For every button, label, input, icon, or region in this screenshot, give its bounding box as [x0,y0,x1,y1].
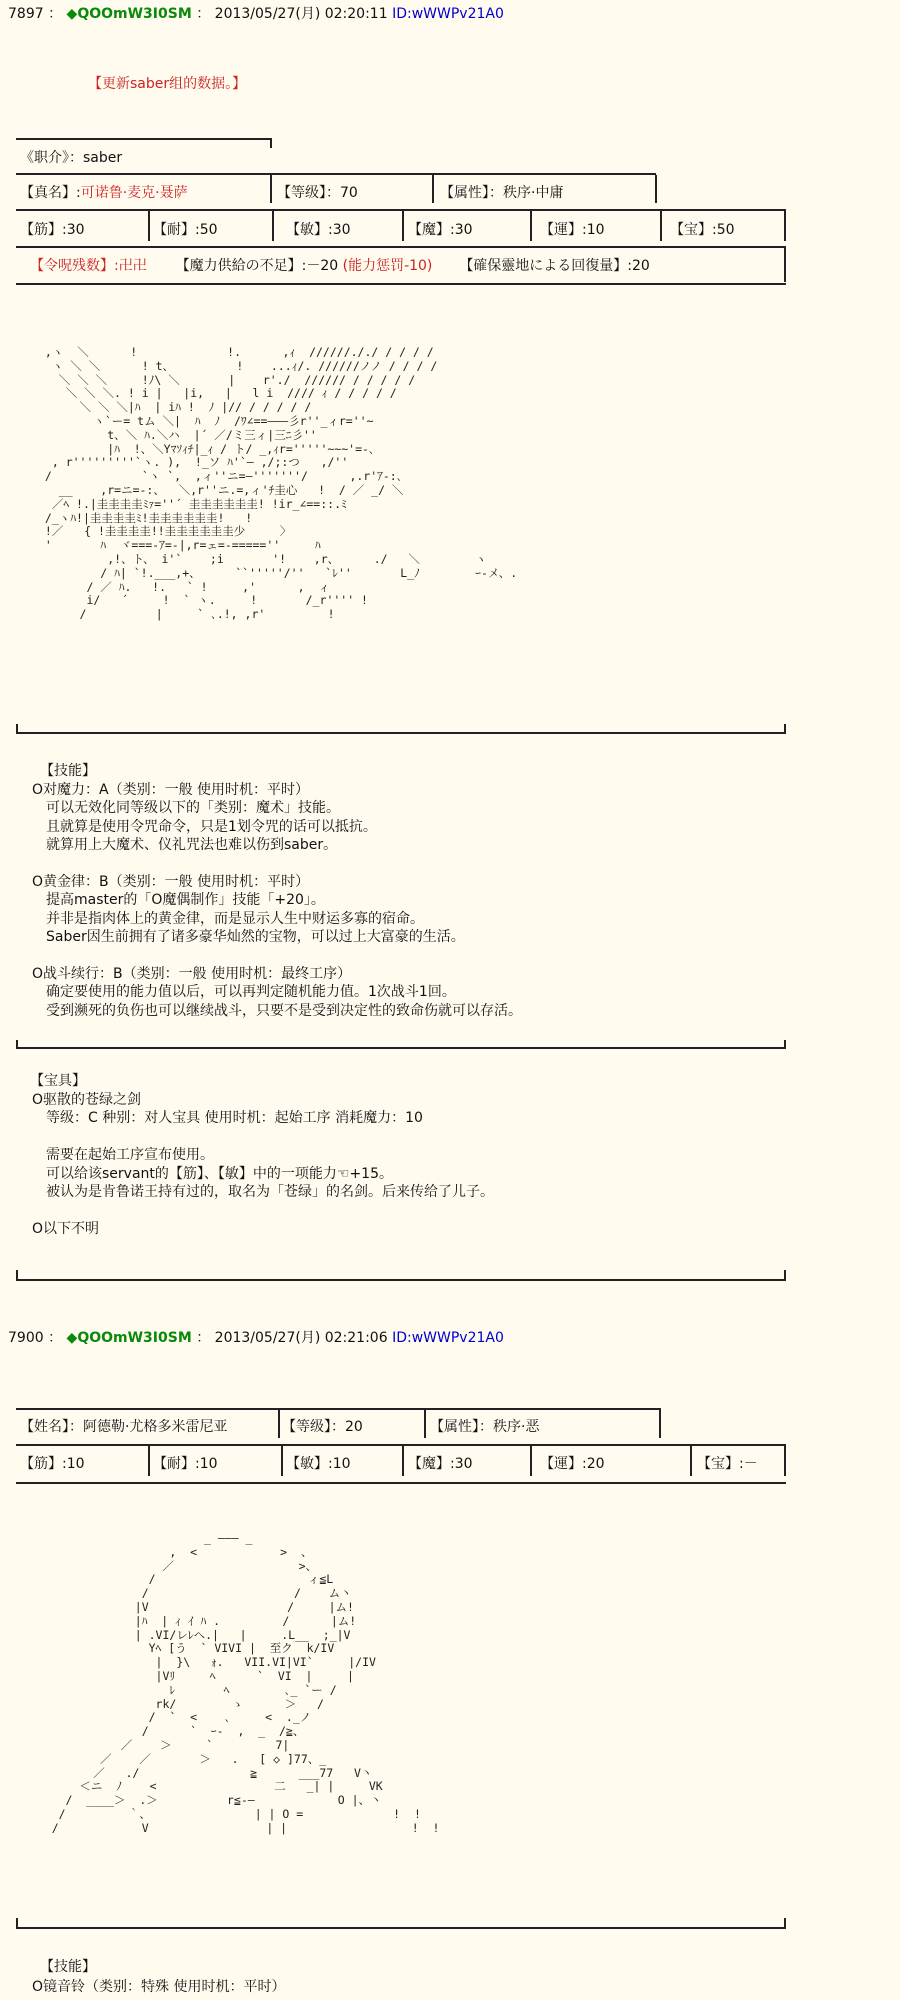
np-line: 被认为是肯鲁诺王持有过的，取名为「苍绿」的名剑。后来传给了儿子。 [46,1183,494,1200]
resource-row [30,257,650,275]
table-border [784,248,786,282]
poster-name: ◆QOOmW3I0SM [66,6,192,22]
table-border [16,246,786,248]
skill-line: 并非是指肉体上的黄金律，而是显示人生中财运多寡的宿命。 [46,910,424,927]
skills-title: 【技能】 [40,763,96,779]
attribute: 【属性】：秩序·中庸 [440,185,564,201]
table-border [660,211,662,241]
table-border [16,1918,18,1929]
true-name-value: 可诺鲁·麦克·聂萨 [80,185,188,201]
table-border [148,1446,150,1476]
table-border [784,1446,786,1476]
attribute: 【属性】：秩序·恶 [430,1419,540,1435]
table-border [424,1410,426,1438]
poster-id: ID:wWWPv21A0 [392,6,504,22]
stat-end: 【耐】:10 [153,1456,218,1472]
post-separator: ： [48,6,63,22]
np-line: 需要在起始工序宣布使用。 [46,1147,214,1164]
np-line [32,1201,494,1219]
table-border [16,724,18,734]
command-seals: 【令呪残数】:卍卍 [30,258,147,274]
table-border [16,173,656,175]
np-line: 等级：C 种别：对人宝具 使用时机：起始工序 消耗魔力：10 [46,1110,423,1127]
post-date: 2013/05/27(月) 02:20:11 [214,6,388,22]
skill-line: 就算用上大魔术、仪礼咒法也难以伤到saber。 [46,837,338,854]
table-border [16,1040,18,1049]
table-border [530,1446,532,1476]
level: 【等级】：70 [277,185,358,201]
table-border [16,1482,786,1484]
servant-name: 【姓名】：阿德勒·尤格多米雷尼亚 [20,1419,228,1435]
skill-line: 且就算是使用令咒命令，只是1划令咒的话可以抵抗。 [46,818,377,835]
table-border [16,1408,661,1410]
class-label: 《职介》：saber [20,150,123,166]
skill-line: 可以无效化同等级以下的「类别：魔术」技能。 [46,800,340,817]
skill-line: 受到濒死的负伤也可以继续战斗，只要不是受到决定性的致命伤就可以存活。 [46,1002,522,1019]
section-divider [16,732,786,734]
table-border [690,1446,692,1476]
stat-mag: 【魔】:30 [408,222,473,238]
table-border [16,1444,786,1446]
stat-end: 【耐】:50 [153,222,218,238]
post-separator: ： [48,1330,63,1346]
stat-mag: 【魔】:30 [408,1456,473,1472]
level: 【等级】：20 [282,1419,363,1435]
stat-luk: 【運】:10 [540,222,605,238]
skill-line: O对魔力：A（类别：一般 使用时机：平时） [32,782,310,798]
table-border [16,138,272,140]
table-border [784,1918,786,1929]
skill-line: O镜音铃（类别：特殊 使用时机：平时） [32,1979,286,1995]
update-note: 【更新saber组的数据。】 [88,76,247,92]
table-border [784,1270,786,1281]
table-border [281,1446,283,1476]
table-border [402,1446,404,1476]
table-border [16,209,786,211]
skill-line [32,947,522,965]
table-border [655,175,657,203]
stat-luk: 【運】:20 [540,1456,605,1472]
table-border [530,211,532,241]
post-separator: ： [196,1330,211,1346]
post-number: 7897 [8,6,44,22]
np-title: 【宝具】 [30,1073,86,1089]
section-divider [16,1047,786,1049]
mana-penalty: (能力惩罚-10) [342,258,433,274]
np-line: O驱散的苍绿之剑 [32,1092,142,1108]
poster-id: ID:wWWPv21A0 [392,1330,504,1346]
table-border [278,1410,280,1438]
table-border [402,211,404,241]
np-list [32,1091,494,1238]
skill-line: O黄金律：B（类别：一般 使用时机：平时） [32,873,310,890]
skill-line: O战斗续行：B（类别：一般 使用时机：最终工序） [32,965,352,982]
skill-line: Saber因生前拥有了诸多豪华灿然的宝物，可以过上大富豪的生活。 [46,929,465,946]
true-name [20,184,188,202]
table-border [432,175,434,203]
stat-str: 【筋】:30 [20,222,85,238]
spirit-recovery: 【確保靈地による回復量】:20 [459,258,650,274]
np-line: 可以给该servant的【筋】、【敏】中的一项能力☜+15。 [46,1165,393,1182]
table-border [148,211,150,241]
skill-line: 提高master的「O魔偶制作」技能「+20」。 [46,892,325,909]
post-header [8,5,504,23]
post-date: 2013/05/27(月) 02:21:06 [214,1330,388,1346]
section-divider [16,1927,786,1929]
section-divider [16,1279,786,1281]
table-border [270,175,272,203]
table-border [784,724,786,734]
skills-title: 【技能】 [40,1959,96,1975]
mana-shortage: 【魔力供給の不足】:－20 [175,258,343,274]
np-line: O以下不明 [32,1220,100,1237]
stat-np: 【宝】:－ [697,1456,758,1472]
post-header [8,1329,504,1347]
table-border [270,138,272,148]
stat-str: 【筋】:10 [20,1456,85,1472]
table-border [272,211,274,241]
adler-ascii-art: _ ――― _ , < > 、 ／ >、 / ィ≦L / / ム丶 |V / |ム! |ﾊ | ｨ ｲ ﾊ . / |ム! | .VI/レﾚヘ.| | .L__ ;_|V Yﾍ [う ` VIVI | 至ク k/IV | }\ ｫ. VII.VI|VI` |/IV |Vﾘ ﾍ ` VI | | ﾚ ﾍ ､_ `ー / rk/ ゝ ＞ / / ` < ､ < ._ノ / ` ｰ- , _ /≧、 ／ ＞ ` 7| ／ ／ ＞ . [ ◇ ]77、_ ／ ./ ≧ ___77 V丶 ＜ニ ﾉ < 二 _| | VK / ____＞ .＞ r≦-― O |、丶 / ｀、 | | O = ! ! / V | | ! ! [51,1531,440,1835]
skills-list [32,781,522,1020]
table-border [784,211,786,241]
stat-agi: 【敏】:30 [286,222,351,238]
saber-ascii-art: ,ヽ ＼ ! !. ,ｨ //////././ / / / / ヽ ＼ ＼ ! t、 ! ...ｨ/. //////ノノ / / / / ＼ ＼ ＼ !ﾉ\ ＼ | r'./ ////// / / / / / ＼ ＼ ＼. ! i | |i, | l i //// ｨ / / / / / ＼ ＼ ＼|ﾊ | iﾊ ! ﾉ |// / / / / / ヽ`ー= tム ＼| ﾊ ﾉ /ﾜ∠==―――彡r''_ィr=''~ t、＼ ﾊ.＼ハ |´ ／/ミ三ィ|三ﾆ彡'' |ﾊ !、＼Yﾏｿｨﾁ|_ｨ / ト/ _,ｨr='''''~~~'=-､ , r'''''''''`ヽ. ), !_ソ ﾊ'`― ,/;:つ ,/'' / `ヽ `, ,ィ''ニ=―'''''''/ ,.r'ｱ-:､ __ ,r=ニ=-:、 ＼,r''ニ.=,ィ'ﾁ圭心 ! / ／ _/ ＼ ／ﾍ !.|圭圭圭圭ﾐｧ=''´ 圭圭圭圭圭圭! !ir_∠==::.ﾐ /_ヽﾊ!|圭圭圭圭ﾐ!圭圭圭圭圭圭! ! !／ { !圭圭圭圭!!圭圭圭圭圭圭少 〉 ' ﾊ ヾ===-ｱ=-|,r=ェ=-====='' ﾊ ,!、ト、 i'` ;i '! ,r、 ./ ＼ ヽ / ﾊ| `!.___,+、 ``'''''/'' `ﾚ'' L_ﾉ ｰ-メ、. / ／ ﾊ. !. ` ! ,' , ィ i/ ´ ! ` ヽ. ! /_r'''' ! / | ` ､.!, ,r' ! [44,345,518,622]
skill-line [32,855,522,873]
skill-line: 确定要使用的能力值以后，可以再判定随机能力值。1次战斗1回。 [46,984,456,1001]
poster-name: ◆QOOmW3I0SM [66,1330,192,1346]
table-border [16,283,786,285]
np-line [32,1128,494,1146]
stat-np: 【宝】:50 [670,222,735,238]
table-border [784,1040,786,1049]
true-name-label: 【真名】: [20,185,81,201]
table-border [16,1270,18,1281]
post-number: 7900 [8,1330,44,1346]
table-border [659,1410,661,1438]
stat-agi: 【敏】:10 [286,1456,351,1472]
post-separator: ： [196,6,211,22]
